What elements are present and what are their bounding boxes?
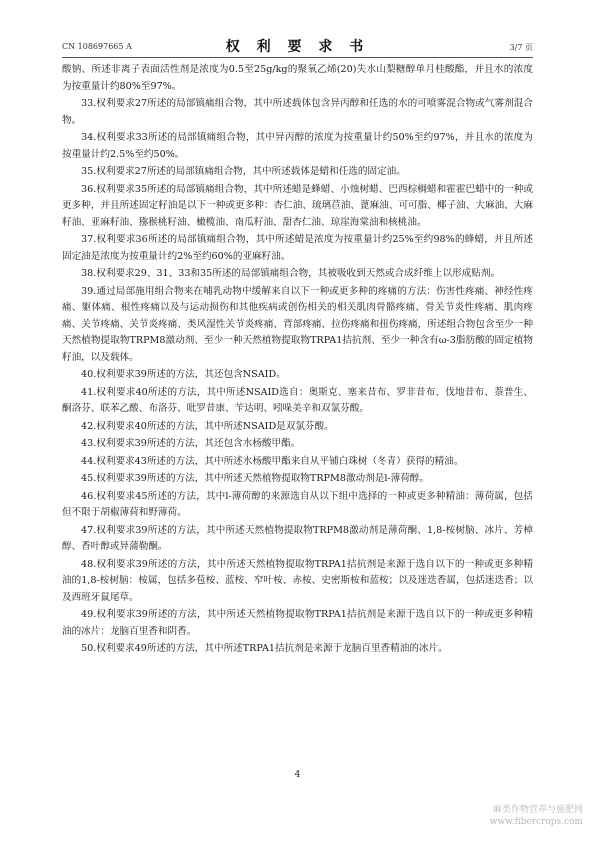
claim-paragraph: 47.权利要求39所述的方法，其中所述天然植物提取物TRPM8激动剂是薄荷酮、1,8-桉树脑、冰片、芳樟醇、香叶醇或异蒲勒酮。 xyxy=(62,524,533,552)
claim-paragraph: 34.权利要求33所述的局部镇痛组合物，其中异丙醇的浓度为按重量计约50%至约97%，并且水的浓度为按重量计约2.5%至约50%。 xyxy=(62,132,533,160)
claim-paragraph: 45.权利要求39所述的方法，其中所述天然植物提取物TRPM8激动剂是l-薄荷醇。 xyxy=(81,473,429,484)
page-number: 4 xyxy=(294,770,301,780)
claim-paragraph: 44.权利要求43所述的方法，其中所述水杨酸甲酯来自从平铺白珠树（冬青）获得的精油。 xyxy=(81,455,464,467)
claim-paragraph: 41.权利要求40所述的方法，其中所述NSAID选自：奥斯克、塞来昔布、罗非昔布、伐地昔布、萘普生、酮洛芬、联苯乙酸、布洛芬、吡罗昔康、苄达明、吲哚美辛和双氯芬酸。 xyxy=(62,386,533,414)
patent-number: CN 108697665 A xyxy=(62,42,132,51)
page-indicator: 3/7 页 xyxy=(509,43,533,52)
claim-paragraph: 33.权利要求27所述的局部镇痛组合物，其中所述载体包含异丙醇和任选的水的可喷雾混合物或气雾剂混合物。 xyxy=(62,98,533,126)
claims-body xyxy=(62,62,533,659)
claim-paragraph: 50.权利要求49所述的方法，其中所述TRPA1拮抗剂是来源于龙脑百里香精油的冰片。 xyxy=(81,643,448,654)
site-watermark xyxy=(490,804,583,828)
claim-paragraph: 35.权利要求27所述的局部镇痛组合物，其中所述载体是蜡和任选的固定油。 xyxy=(81,166,406,177)
claim-paragraph: 40.权利要求39所述的方法，其还包含NSAID。 xyxy=(81,369,286,380)
claim-paragraph: 42.权利要求40所述的方法，其中所述NSAID是双氯芬酸。 xyxy=(81,420,334,432)
watermark-site-name: 麻类作物营养与施肥网 xyxy=(492,805,583,815)
claim-paragraph: 36.权利要求35所述的局部镇痛组合物，其中所述蜡是蜂蜡、小烛树蜡、巴西棕榈蜡和霍霍巴蜡中的一种或更多种，并且所述固定籽油是以下一种或更多种：杏仁油、琉璃苣油、蓖麻油、可可脂、椰子油、大麻油、大麻籽油、亚麻籽油、猕猴桃籽油、橄榄油、南瓜籽油、甜杏仁油、琼崖海棠油和核桃油。 xyxy=(62,183,533,228)
header-divider xyxy=(62,57,533,58)
claim-paragraph: 39.通过局部施用组合物来在哺乳动物中缓解来自以下一种或更多种的疼痛的方法：伤害性疼痛、神经性疼痛、躯体痛、根性疼痛以及与运动损伤和其他疾病或创伤相关的相关肌肉骨骼疼痛、骨关节炎性疼痛、肌肉疼痛、关节疼痛、关节炎疼痛、类风湿性关节炎疼痛、背部疼痛、拉伤疼痛和扭伤疼痛，所述组合物包含至少一种天然植物提取物TRPM8激动剂、至少一种天然植物提取物TRPA1拮抗剂、至少一种含有ω-3脂肪酸的固定植物籽油，以及载体。 xyxy=(62,285,533,363)
page-header xyxy=(62,34,533,56)
claim-paragraph: 48.权利要求39所述的方法，其中所述天然植物提取物TRPA1拮抗剂是来源于选自以下的一种或更多种精油的1,8-桉树脑：桉属，包括多苞桉、蓝桉、窄叶桉、赤桉、史密斯桉和蓝桉；以及迷迭香属，包括迷迭香；以及西班牙鼠尾草。 xyxy=(62,558,533,603)
watermark-url: www.fibercrops.com xyxy=(489,817,583,827)
claim-paragraph: 46.权利要求45所述的方法，其中l-薄荷醇的来源选自从以下组中选择的一种或更多种精油：薄荷属，包括但不限于胡椒薄荷和野薄荷。 xyxy=(62,490,533,518)
claim-paragraph: 酸钠、所述非离子表面活性剂是浓度为0.5至25g/kg的聚氧乙烯(20)失水山梨糖醇单月桂酸酯，并且水的浓度为按重量计约80%至97%。 xyxy=(62,64,533,92)
document-title: 权 利 要 求 书 xyxy=(225,39,370,55)
claim-paragraph: 38.权利要求29、31、33和35所述的局部镇痛组合物，其被吸收到天然或合成纤维上以形成贴剂。 xyxy=(81,268,501,279)
claim-paragraph: 43.权利要求39所述的方法，其还包含水杨酸甲酯。 xyxy=(81,438,301,449)
claim-paragraph: 49.权利要求39所述的方法，其中所述天然植物提取物TRPA1拮抗剂是来源于选自以下的一种或更多种精油的冰片：龙脑百里香和阴香。 xyxy=(62,609,533,637)
claim-paragraph: 37.权利要求36所述的局部镇痛组合物，其中所述蜡是浓度为按重量计约25%至约98%的蜂蜡，并且所述固定油是浓度为按重量计约2%至约60%的亚麻籽油。 xyxy=(62,234,533,262)
